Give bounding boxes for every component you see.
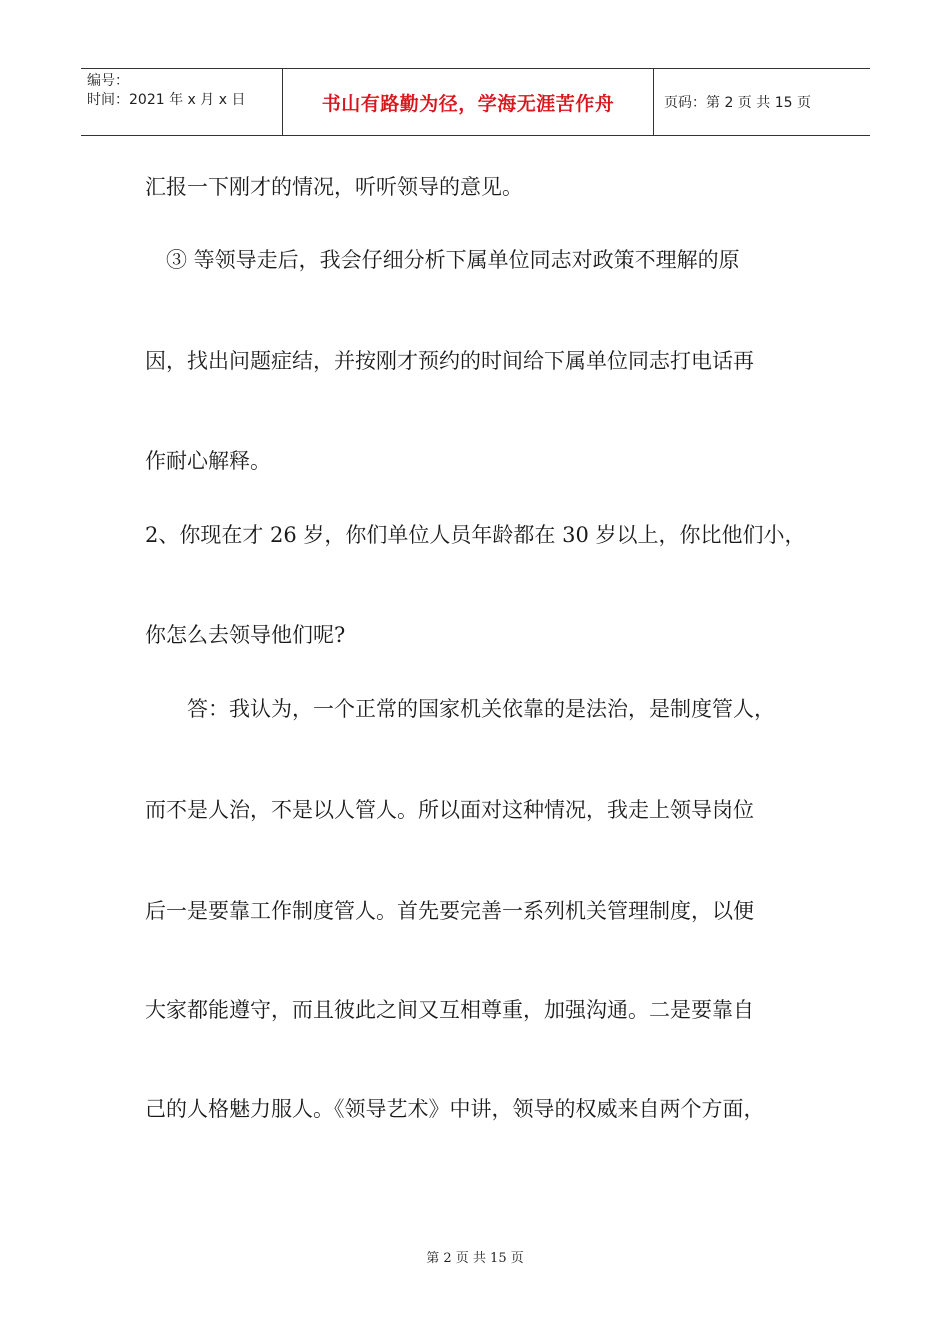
header-page-number: 页码：第 2 页 共 15 页	[664, 95, 811, 111]
body-line: 作耐心解释。	[145, 449, 271, 473]
header-page-info	[654, 69, 870, 135]
body-line: 后一是要靠工作制度管人。首先要完善一系列机关管理制度，以便	[145, 899, 754, 923]
body-line: 2、你现在才 26 岁，你们单位人员年龄都在 30 岁以上，你比他们小，	[145, 523, 806, 547]
body-line: 汇报一下刚才的情况，听听领导的意见。	[145, 175, 523, 199]
page-header	[81, 68, 870, 136]
header-meta	[81, 69, 282, 135]
body-line: ③ 等领导走后，我会仔细分析下属单位同志对政策不理解的原	[145, 248, 740, 272]
header-motto: 书山有路勤为径，学海无涯苦作舟	[321, 92, 615, 115]
header-motto-cell	[282, 69, 654, 135]
document-date: 时间：2021 年 x 月 x 日	[87, 92, 246, 108]
body-line: 己的人格魅力服人。《领导艺术》中讲，领导的权威来自两个方面，	[145, 1097, 765, 1121]
body-line: 因，找出问题症结，并按刚才预约的时间给下属单位同志打电话再	[145, 349, 754, 373]
document-number-label: 编号：	[87, 73, 129, 89]
body-line: 而不是人治，不是以人管人。所以面对这种情况，我走上领导岗位	[145, 798, 754, 822]
body-line: 大家都能遵守，而且彼此之间又互相尊重，加强沟通。二是要靠自	[145, 998, 754, 1022]
body-line: 答：我认为，一个正常的国家机关依靠的是法治，是制度管人，	[145, 697, 775, 721]
page-footer: 第 2 页 共 15 页	[426, 1251, 524, 1266]
body-line: 你怎么去领导他们呢?	[145, 623, 346, 647]
